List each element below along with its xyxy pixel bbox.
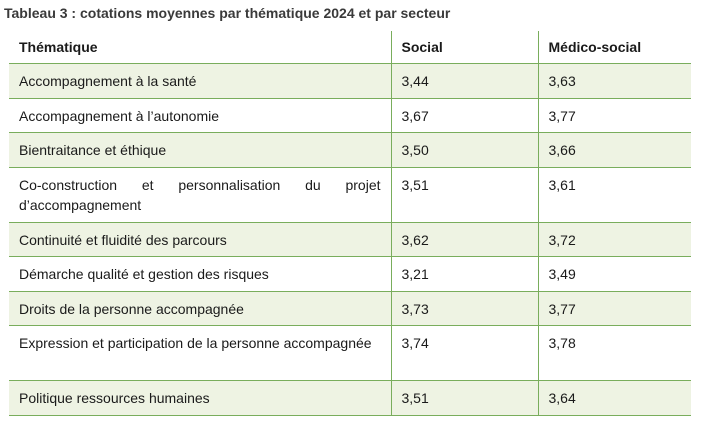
table-header-row — [9, 31, 691, 64]
theme-cell: Continuité et fluidité des parcours — [9, 222, 391, 257]
table-row — [9, 133, 691, 168]
table-row — [9, 167, 691, 222]
table-row — [9, 222, 691, 257]
social-cell: 3,67 — [391, 98, 538, 133]
medico-social-cell: 3,61 — [538, 167, 691, 222]
theme-cell: Accompagnement à l’autonomie — [9, 98, 391, 133]
medico-social-cell: 3,66 — [538, 133, 691, 168]
theme-cell: Co-construction et personnalisation du projet d’accompagnement — [9, 167, 391, 222]
header-medico-social: Médico-social — [538, 31, 691, 64]
social-cell: 3,50 — [391, 133, 538, 168]
theme-cell: Politique ressources humaines — [9, 381, 391, 416]
theme-cell: Démarche qualité et gestion des risques — [9, 257, 391, 292]
medico-social-cell: 3,64 — [538, 381, 691, 416]
social-cell: 3,51 — [391, 167, 538, 222]
theme-cell: Bientraitance et éthique — [9, 133, 391, 168]
theme-cell: Droits de la personne accompagnée — [9, 291, 391, 326]
header-social: Social — [391, 31, 538, 64]
medico-social-cell: 3,49 — [538, 257, 691, 292]
medico-social-cell: 3,72 — [538, 222, 691, 257]
ratings-table — [9, 31, 691, 416]
header-thematique: Thématique — [9, 31, 391, 64]
medico-social-cell: 3,78 — [538, 326, 691, 381]
theme-cell: Expression et participation de la personne accompagnée — [9, 326, 391, 381]
table-row — [9, 64, 691, 99]
social-cell: 3,73 — [391, 291, 538, 326]
social-cell: 3,44 — [391, 64, 538, 99]
social-cell: 3,51 — [391, 381, 538, 416]
table-row — [9, 257, 691, 292]
table-caption: Tableau 3 : cotations moyennes par thématique 2024 et par secteur — [4, 5, 451, 21]
medico-social-cell: 3,63 — [538, 64, 691, 99]
table-row — [9, 98, 691, 133]
medico-social-cell: 3,77 — [538, 291, 691, 326]
theme-cell: Accompagnement à la santé — [9, 64, 391, 99]
social-cell: 3,74 — [391, 326, 538, 381]
table-row — [9, 291, 691, 326]
medico-social-cell: 3,77 — [538, 98, 691, 133]
social-cell: 3,62 — [391, 222, 538, 257]
table-row — [9, 381, 691, 416]
social-cell: 3,21 — [391, 257, 538, 292]
table-row — [9, 326, 691, 381]
